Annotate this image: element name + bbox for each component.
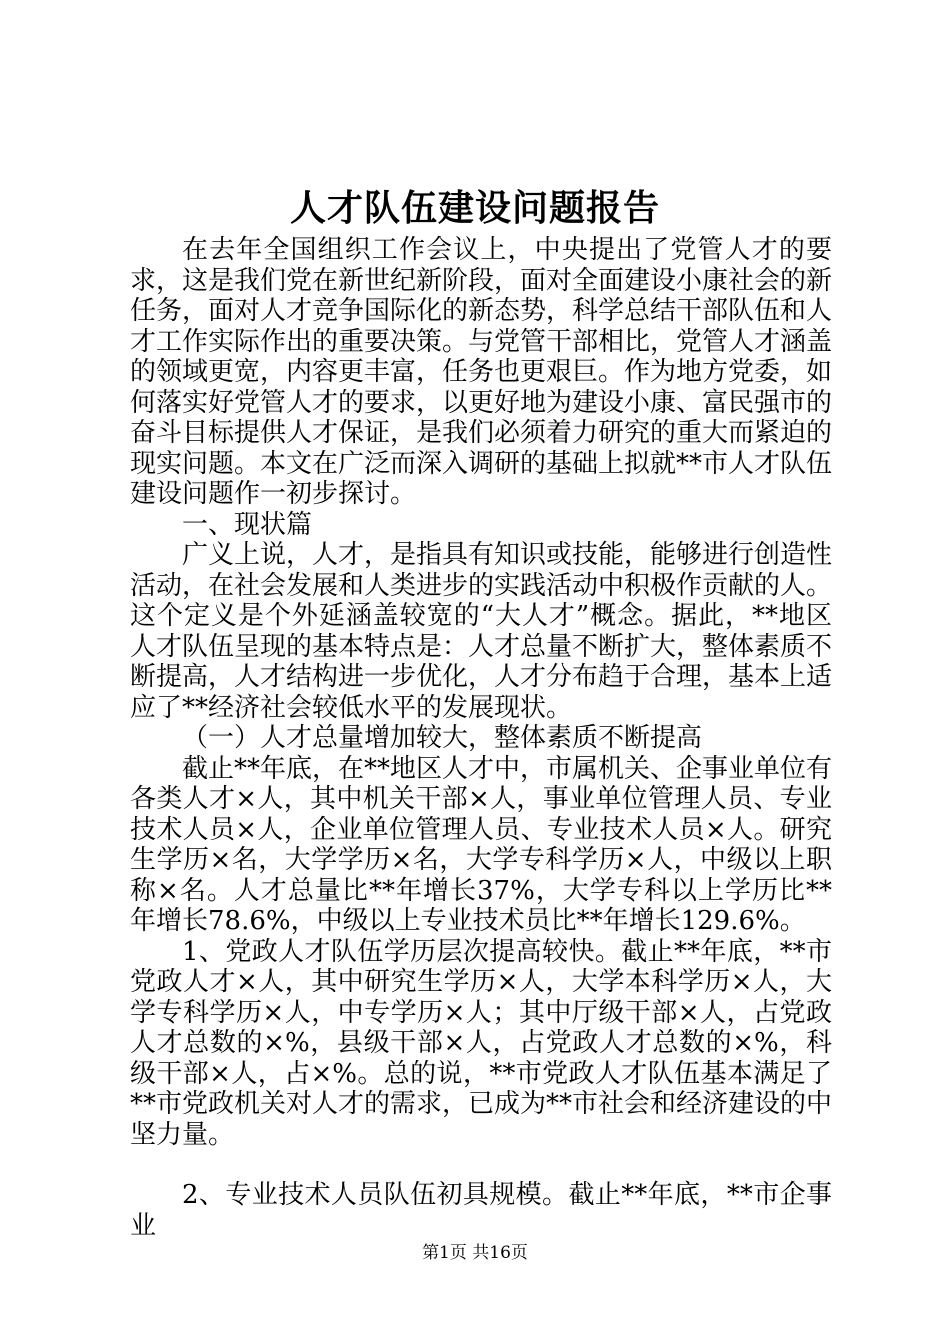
intro-paragraph: 在去年全国组织工作会议上，中央提出了党管人才的要求，这是我们党在新世纪新阶段，面对全面建设小康社会的新任务，面对人才竞争国际化的新态势，科学总结干部队伍和人才工作实际作出的重要决策。与党管干部相比，党管人才涵盖的领域更宽，内容更丰富，任务也更艰巨。作为地方党委，如何落实好党管人才的要求，以更好地为建设小康、富民强市的奋斗目标提供人才保证，是我们必须着力研究的重大而紧迫的现实问题。本文在广泛而深入调研的基础上拟就**市人才队伍建设问题作一初步探讨。 bbox=[130, 235, 833, 509]
professional-talent-paragraph: 2、专业技术人员队伍初具规模。截止**年底，**市企事业 bbox=[130, 1180, 832, 1241]
statistics-paragraph: 截止**年底，在**地区人才中，市属机关、企事业单位有各类人才×人，其中机关干部×人，事业单位管理人员、专业技术人员×人，企业单位管理人员、专业技术人员×人。研究生学历×名，大学学历×名，大学专科学历×人，中级以上职称×名。人才总量比**年增长37%，大学专科以上学历比**年增长78.6%，中级以上专业技术员比**年增长129.6%。 bbox=[130, 753, 833, 936]
document-body bbox=[130, 235, 832, 1241]
page-number-footer: 第1页 共16页 bbox=[422, 1243, 528, 1263]
party-talent-paragraph: 1、党政人才队伍学历层次提高较快。截止**年底，**市党政人才×人，其中研究生学历×人，大学本科学历×人，大学专科学历×人，中专学历×人；其中厅级干部×人，占党政人才总数的×%，县级干部×人，占党政人才总数的×%，科级干部×人，占×%。总的说，**市党政人才队伍基本满足了**市党政机关对人才的需求，已成为**市社会和经济建设的中坚力量。 bbox=[130, 936, 833, 1150]
subsection-heading-1: （一）人才总量增加较大，整体素质不断提高 bbox=[182, 723, 703, 753]
section-heading-status: 一、现状篇 bbox=[182, 509, 313, 540]
definition-paragraph: 广义上说，人才，是指具有知识或技能，能够进行创造性活动，在社会发展和人类进步的实践活动中积极作贡献的人。这个定义是个外延涵盖较宽的“大人才”概念。据此，**地区人才队伍呈现的基本特点是：人才总量不断扩大，整体素质不断提高，人才结构进一步优化，人才分布趋于合理，基本上适应了**经济社会较低水平的发展现状。 bbox=[130, 540, 833, 723]
document-title: 人才队伍建设问题报告 bbox=[289, 187, 660, 229]
